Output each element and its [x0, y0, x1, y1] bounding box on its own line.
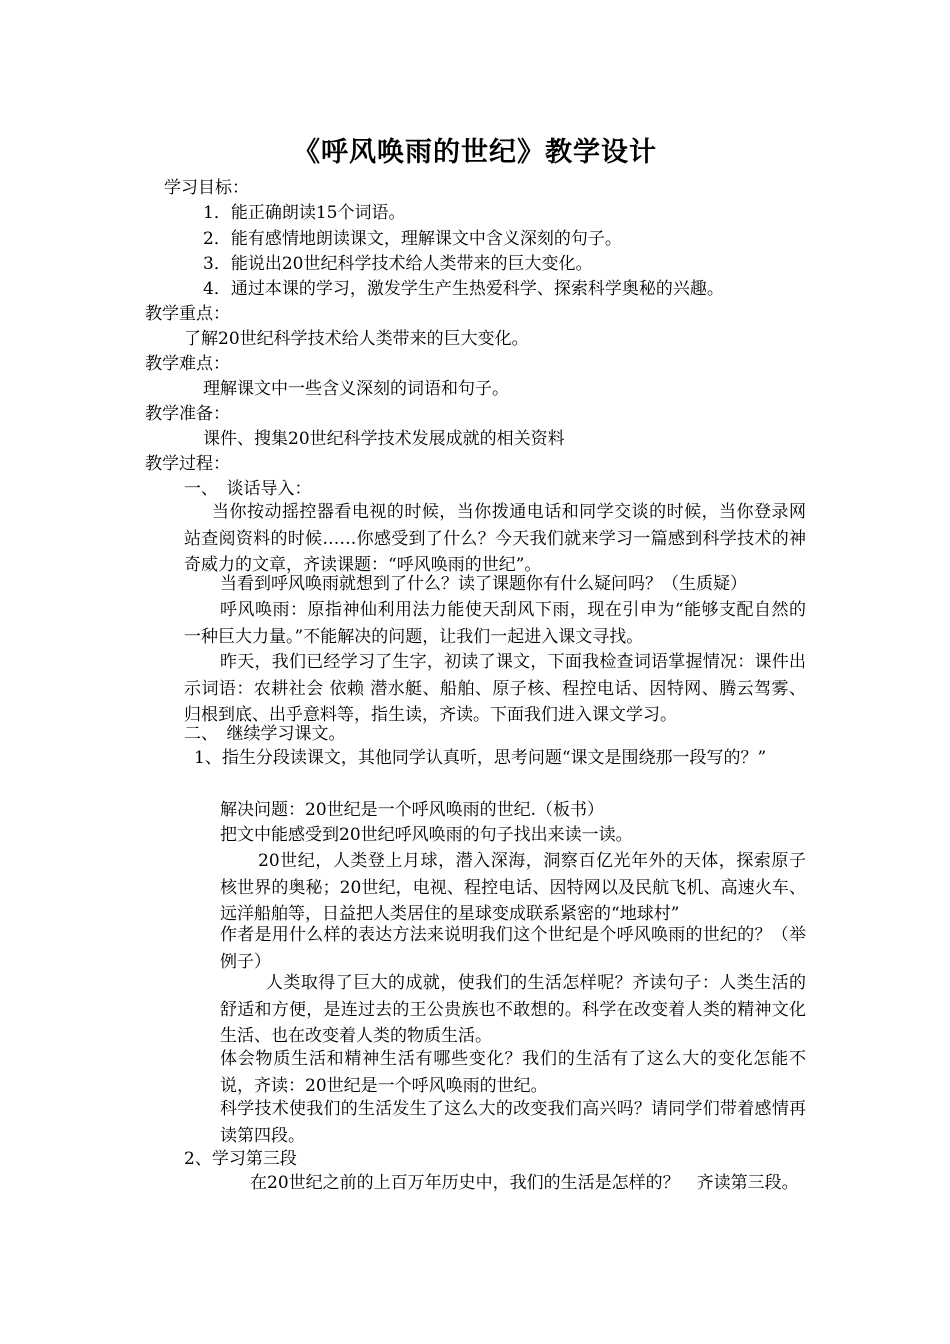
part1-paragraph: 当你按动摇控器看电视的时候，当你拨通电话和同学交谈的时候，当你登录网站查阅资料的时候……你感受到了什么？今天我们就来学习一篇感到科学技术的神奇威力的文章，齐读课题：“呼风唤雨的世纪”。 — [184, 502, 806, 575]
step1-change: 体会物质生活和精神生活有哪些变化？我们的生活有了这么大的变化怎能不说，齐读：20世纪是一个呼风唤雨的世纪。 — [220, 1049, 806, 1096]
step1-find: 把文中能感受到20世纪呼风唤雨的句子找出来读一读。 — [220, 825, 633, 845]
step1-answer: 解决问题：20世纪是一个呼风唤雨的世纪.（板书） — [220, 800, 605, 820]
part1-vocabulary: 昨天，我们已经学习了生字，初读了课文，下面我检查词语掌握情况：课件出示词语：农耕社会 依赖 潜水艇、船舶、原子核、程控电话、因特网、腾云驾雾、归根到底、出乎意料等，指生读，齐读。下面我们进入课文学习。 — [184, 652, 806, 725]
objective-item: 3．能说出20世纪科学技术给人类带来的巨大变化。 — [203, 254, 593, 274]
prep-text: 课件、搜集20世纪科学技术发展成就的相关资料 — [203, 429, 565, 449]
part1-definition: 呼风唤雨：原指神仙利用法力能使天刮风下雨，现在引申为“能够支配自然的一种巨大力量。”不能解决的问题，让我们一起进入课文寻找。 — [184, 600, 806, 647]
objective-item: 2．能有感情地朗读课文，理解课文中含义深刻的句子。 — [203, 229, 622, 249]
process-heading: 教学过程： — [145, 454, 230, 474]
key-point-text: 了解20世纪科学技术给人类带来的巨大变化。 — [184, 329, 529, 349]
difficulty-text: 理解课文中一些含义深刻的词语和句子。 — [203, 379, 509, 399]
key-point-heading: 教学重点： — [145, 304, 230, 324]
objectives-heading: 学习目标： — [164, 178, 249, 198]
step1-life: 人类取得了巨大的成就，使我们的生活怎样呢？齐读句子：人类生活的舒适和方便，是连过去的王公贵族也不敢想的。科学在改变着人类的精神文化生活、也在改变着人类的物质生活。 — [220, 973, 806, 1046]
step1-happy: 科学技术使我们的生活发生了这么大的改变我们高兴吗？请同学们带着感情再读第四段。 — [220, 1099, 806, 1146]
document-title: 《呼风唤雨的世纪》教学设计 — [293, 137, 657, 168]
step1-question: 作者是用什么样的表达方法来说明我们这个世纪是个呼风唤雨的世纪的？（举例子） — [220, 925, 806, 972]
part2-heading: 二、 继续学习课文。 — [184, 724, 346, 744]
objective-item: 1．能正确朗读15个词语。 — [203, 203, 406, 223]
difficulty-heading: 教学难点： — [145, 354, 230, 374]
prep-heading: 教学准备： — [145, 404, 230, 424]
step2-text: 在20世纪之前的上百万年历史中，我们的生活是怎样的？ 齐读第三段。 — [250, 1173, 799, 1193]
step1-quote: 20世纪，人类登上月球，潜入深海，洞察百亿光年外的天体，探索原子核世界的奥秘；20世纪，电视、程控电话、因特网以及民航飞机、高速火车、远洋船舶等，日益把人类居住的星球变成联系紧密的“地球村” — [220, 851, 806, 924]
step1-text: 1、指生分段读课文，其他同学认真听，思考问题“课文是围绕那一段写的？” — [194, 748, 767, 768]
part1-question: 当看到呼风唤雨就想到了什么？读了课题你有什么疑问吗？（生质疑） — [220, 574, 747, 594]
part1-heading: 一、 谈话导入： — [184, 479, 312, 499]
objective-item: 4．通过本课的学习，激发学生产生热爱科学、探索科学奥秘的兴趣。 — [203, 279, 724, 299]
step2-heading: 2、学习第三段 — [184, 1149, 297, 1169]
